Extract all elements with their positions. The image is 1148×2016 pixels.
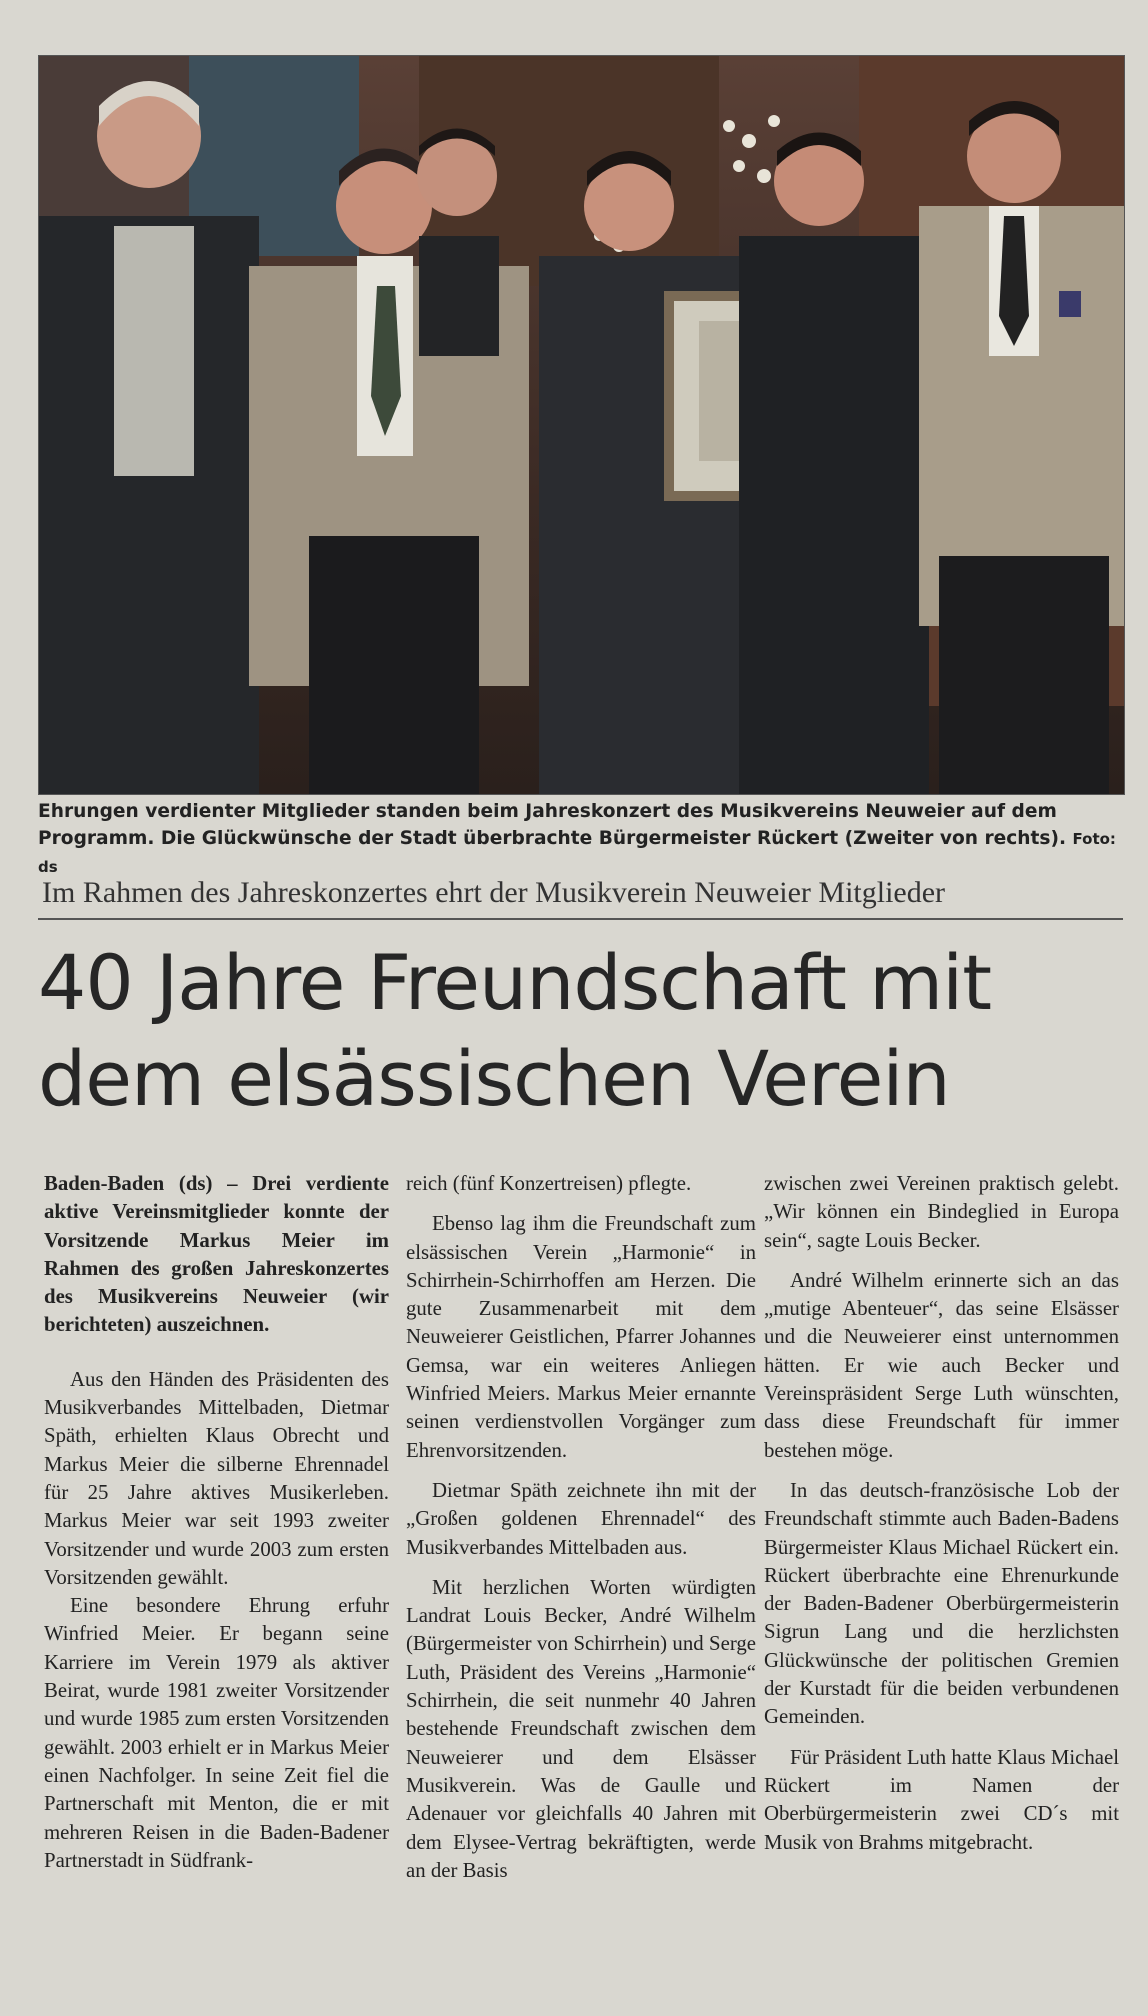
article-paragraph: Für Präsident Luth hatte Klaus Michael Rückert im Namen der Oberbürgermeisterin zwei CD´s mit Musik von Brahms mitgebracht. bbox=[764, 1745, 1119, 1854]
article-paragraph: Dietmar Späth zeichnete ihn mit der „Großen goldenen Ehrennadel“ des Musikverbandes Mittelbaden aus. bbox=[406, 1478, 756, 1559]
article-column-1 bbox=[44, 1170, 389, 1875]
divider bbox=[38, 918, 1123, 920]
article-lead: Baden-Baden (ds) – Drei verdiente aktive Vereinsmitglieder konnte der Vorsitzende Markus Meier im Rahmen des großen Jahreskonzertes des Musikvereins Neuweier (wir berichteten) auszeichnen. bbox=[44, 1172, 389, 1337]
article-paragraph: André Wilhelm erinnerte sich an das „mutige Abenteuer“, das seine Elsässer und die Neuweierer einst unternommen hätten. Er wie auch Becker und Vereinspräsident Serge Luth wünschten, dass diese Freundschaft für immer bestehen möge. bbox=[764, 1268, 1119, 1462]
article-paragraph: In das deutsch-französische Lob der Freundschaft stimmte auch Baden-Badens Bürgermeister Klaus Michael Rückert ein. Rückert überbrachte eine Ehrenurkunde der Baden-Badener Oberbürgermeisterin Sigrun Lang und die herzlichsten Glückwünsche der politischen Gremien der Kurstadt für die beiden verbundenen Gemeinden. bbox=[764, 1478, 1119, 1729]
headline-line-2: dem elsässischen Verein bbox=[38, 1034, 950, 1123]
article-paragraph: Eine besondere Ehrung erfuhr Winfried Meier. Er begann seine Karriere im Verein 1979 als aktiver Beirat, wurde 1981 zweiter Vorsitzender und wurde 1985 zum ersten Vorsitzenden gewählt. 2003 erhielt er in Markus Meier einen Nachfolger. In seine Zeit fiel die Partnerschaft mit Menton, die er mit mehreren Reisen in die Baden-Badener Partnerstadt in Südfrank- bbox=[44, 1594, 389, 1872]
photo-credit: Foto: ds bbox=[38, 830, 1116, 876]
article-column-2 bbox=[406, 1170, 756, 1885]
photo-caption bbox=[38, 798, 1123, 881]
group-photo bbox=[38, 55, 1125, 795]
article-paragraph: Aus den Händen des Präsidenten des Musikverbandes Mittelbaden, Dietmar Späth, erhielten Klaus Obrecht und Markus Meier die silberne Ehrennadel für 25 Jahre aktives Musikerleben. Markus Meier war seit 1993 zweiter Vorsitzender und wurde 2003 zum ersten Vorsitzenden gewählt. bbox=[44, 1367, 389, 1589]
photo-illustration bbox=[39, 56, 1124, 794]
article-paragraph: zwischen zwei Vereinen praktisch gelebt. „Wir können ein Bindeglied in Europa sein“, sagte Louis Becker. bbox=[764, 1172, 1119, 1252]
article-kicker: Im Rahmen des Jahreskonzertes ehrt der Musikverein Neuweier Mitglieder bbox=[42, 876, 946, 909]
article-column-3 bbox=[764, 1170, 1119, 1857]
article-headline bbox=[38, 935, 1128, 1127]
caption-text: Ehrungen verdienter Mitglieder standen beim Jahreskonzert des Musikvereins Neuweier auf dem Programm. Die Glückwünsche der Stadt überbrachte Bürgermeister Rückert (Zweiter von rechts). bbox=[38, 801, 1067, 849]
article-paragraph: Ebenso lag ihm die Freundschaft zum elsässischen Verein „Harmonie“ in Schirrhein-Schirrhoffen am Herzen. Die gute Zusammenarbeit mit dem Neuweierer Geistlichen, Pfarrer Johannes Gemsa, war ein weiteres Anliegen Winfried Meiers. Markus Meier ernannte seinen verdienstvollen Vorgänger zum Ehrenvorsitzenden. bbox=[406, 1212, 756, 1462]
headline-line-1: 40 Jahre Freundschaft mit bbox=[38, 938, 992, 1027]
article-paragraph: Mit herzlichen Worten würdigten Landrat Louis Becker, André Wilhelm (Bürgermeister von Schirrhein) und Serge Luth, Präsident des Vereins „Harmonie“ Schirrhein, die seit nunmehr 40 Jahren bestehende Freundschaft zwischen dem Neuweierer und dem Elsässer Musikverein. Was de Gaulle und Adenauer vor gleichfalls 40 Jahren mit dem Elysee-Vertrag bekräftigten, werde an der Basis bbox=[406, 1575, 756, 1882]
article-paragraph: reich (fünf Konzertreisen) pflegte. bbox=[406, 1172, 692, 1195]
